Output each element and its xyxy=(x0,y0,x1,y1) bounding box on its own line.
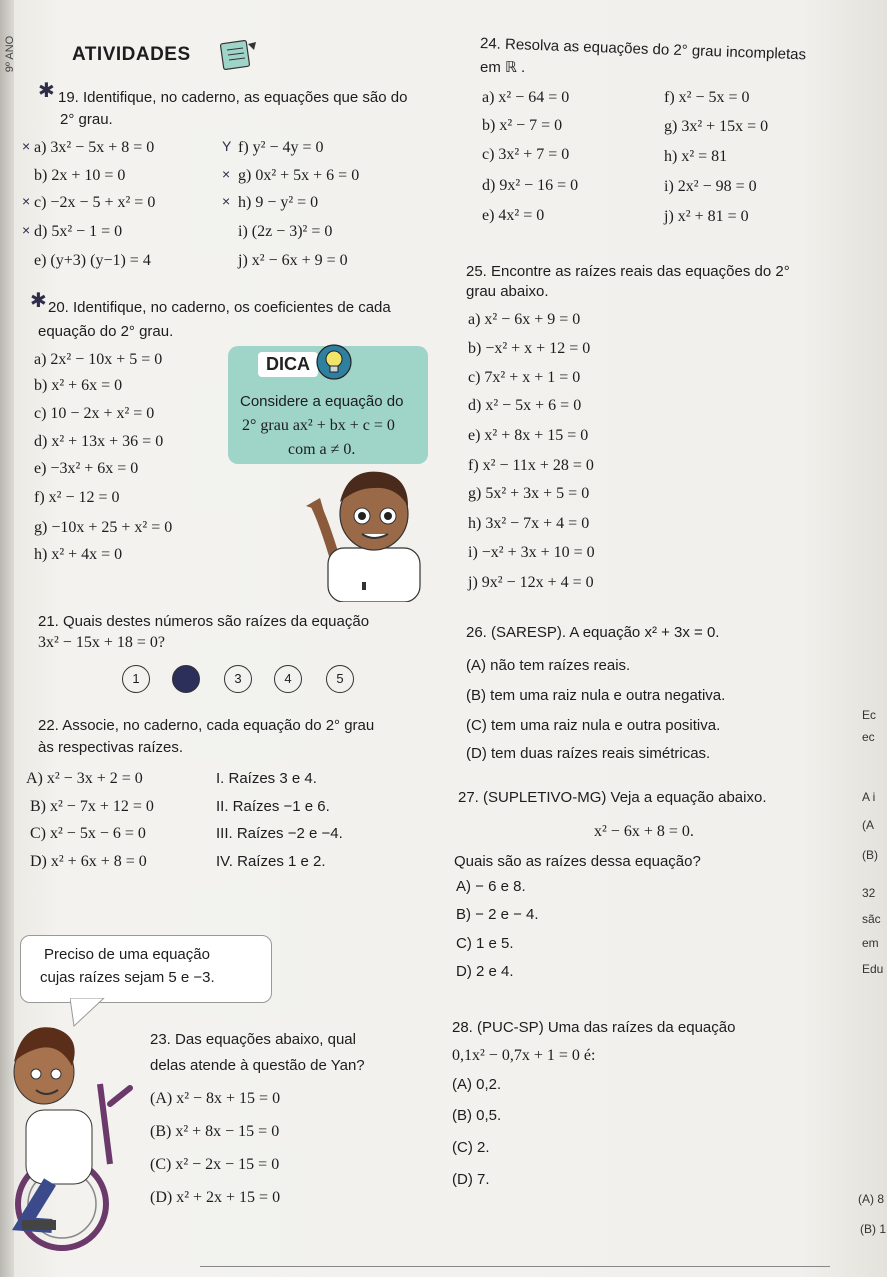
q25-item-c: c) 7x² + x + 1 = 0 xyxy=(468,369,581,386)
q22-left-a: A) x² − 3x + 2 = 0 xyxy=(26,770,143,787)
q24-statement-2: em ℝ . xyxy=(480,59,526,76)
q21-option-1: 1 xyxy=(122,665,150,693)
q19-statement-1: 19. Identifique, no caderno, as equações que são do xyxy=(58,89,408,106)
q19-item-j: j) x² − 6x + 9 = 0 xyxy=(238,252,348,269)
q27-option-a: A) − 6 e 8. xyxy=(456,878,526,895)
q19-item-i: i) (2z − 3)² = 0 xyxy=(238,223,333,240)
q23-option-b: (B) x² + 8x − 15 = 0 xyxy=(150,1123,280,1140)
q25-statement-2: grau abaixo. xyxy=(466,283,549,300)
q22-right-iii: III. Raízes −2 e −4. xyxy=(216,825,343,842)
q24-item-b: b) x² − 7 = 0 xyxy=(482,117,563,134)
handwritten-mark: × xyxy=(22,222,31,238)
q28-option-c: (C) 2. xyxy=(452,1139,490,1156)
edge-fragment: ec xyxy=(862,730,875,744)
edge-fragment: Edu xyxy=(862,962,884,976)
edge-fragment: Ec xyxy=(862,708,877,722)
q19-item-b: b) 2x + 10 = 0 xyxy=(34,167,126,184)
q24-item-j: j) x² + 81 = 0 xyxy=(664,208,749,225)
q27-equation: x² − 6x + 8 = 0. xyxy=(594,823,694,840)
bubble-line-1: Preciso de uma equação xyxy=(44,946,210,963)
q28-option-d: (D) 7. xyxy=(452,1171,490,1188)
q28-option-b: (B) 0,5. xyxy=(452,1107,502,1124)
q25-item-a: a) x² − 6x + 9 = 0 xyxy=(468,311,581,328)
q27-option-d: D) 2 e 4. xyxy=(456,963,514,980)
q25-item-j: j) 9x² − 12x + 4 = 0 xyxy=(468,574,594,591)
q28-statement-2: 0,1x² − 0,7x + 1 = 0 é: xyxy=(452,1047,596,1064)
boy-wheelchair-illustration xyxy=(0,1014,150,1259)
q27-option-b: B) − 2 e − 4. xyxy=(456,906,539,923)
q20-item-c: c) 10 − 2x + x² = 0 xyxy=(34,405,155,422)
q21-option-2-scribbled xyxy=(172,665,200,693)
q25-item-f: f) x² − 11x + 28 = 0 xyxy=(468,457,594,474)
bubble-line-2: cujas raízes sejam 5 e −3. xyxy=(40,969,215,986)
tip-line-2: 2° grau ax² + bx + c = 0 xyxy=(242,417,395,434)
handwritten-mark: × xyxy=(22,138,31,154)
q27-option-c: C) 1 e 5. xyxy=(456,935,514,952)
q20-item-e: e) −3x² + 6x = 0 xyxy=(34,460,139,477)
q19-item-h: h) 9 − y² = 0 xyxy=(238,194,319,211)
q23-statement-2: delas atende à questão de Yan? xyxy=(150,1057,365,1074)
q25-item-b: b) −x² + x + 12 = 0 xyxy=(468,340,591,357)
handwritten-mark: × xyxy=(222,193,231,209)
boy-illustration xyxy=(304,462,434,607)
q23-option-a: (A) x² − 8x + 15 = 0 xyxy=(150,1090,281,1107)
q19-item-a: a) 3x² − 5x + 8 = 0 xyxy=(34,139,155,156)
side-label: 9º ANO xyxy=(4,35,17,73)
handwritten-mark: Y xyxy=(222,138,232,154)
q24-item-f: f) x² − 5x = 0 xyxy=(664,89,750,106)
q22-statement-2: às respectivas raízes. xyxy=(38,739,184,756)
q25-item-i: i) −x² + 3x + 10 = 0 xyxy=(468,544,595,561)
q20-item-d: d) x² + 13x + 36 = 0 xyxy=(34,433,164,450)
section-title: ATIVIDADES xyxy=(72,44,191,65)
footer-divider xyxy=(200,1266,830,1267)
q26-option-b: (B) tem uma raiz nula e outra negativa. xyxy=(466,687,726,704)
q25-item-g: g) 5x² + 3x + 5 = 0 xyxy=(468,485,590,502)
q24-item-a: a) x² − 64 = 0 xyxy=(482,89,570,106)
q20-item-f: f) x² − 12 = 0 xyxy=(34,489,120,506)
star-mark-icon: ✱ xyxy=(30,290,47,312)
q21-statement-2: 3x² − 15x + 18 = 0? xyxy=(38,634,165,651)
q23-option-c: (C) x² − 2x − 15 = 0 xyxy=(150,1156,280,1173)
q20-statement-2: equação do 2° grau. xyxy=(38,323,174,340)
q21-option-3: 3 xyxy=(224,665,252,693)
q21-option-4: 4 xyxy=(274,665,302,693)
q19-item-g: g) 0x² + 5x + 6 = 0 xyxy=(238,167,360,184)
q24-statement-1: 24. Resolva as equações do 2° grau incompletas xyxy=(479,35,807,64)
edge-fragment: A i xyxy=(862,790,876,804)
q22-right-ii: II. Raízes −1 e 6. xyxy=(216,798,330,815)
q25-statement-1: 25. Encontre as raízes reais das equações do 2° xyxy=(466,263,790,280)
q19-item-c: c) −2x − 5 + x² = 0 xyxy=(34,194,156,211)
q20-item-a: a) 2x² − 10x + 5 = 0 xyxy=(34,351,163,368)
q25-item-h: h) 3x² − 7x + 4 = 0 xyxy=(468,515,590,532)
q27-question: Quais são as raízes dessa equação? xyxy=(454,853,701,870)
q21-statement-1: 21. Quais destes números são raízes da equação xyxy=(38,613,370,630)
notebook-icon xyxy=(218,38,258,77)
q27-statement: 27. (SUPLETIVO-MG) Veja a equação abaixo. xyxy=(458,789,767,806)
q20-statement-1: 20. Identifique, no caderno, os coeficientes de cada xyxy=(48,299,391,316)
lightbulb-icon xyxy=(314,342,354,387)
handwritten-mark: × xyxy=(22,193,31,209)
q22-left-d: D) x² + 6x + 8 = 0 xyxy=(30,853,147,870)
q19-item-d: d) 5x² − 1 = 0 xyxy=(34,223,123,240)
edge-fragment: (B) 1 xyxy=(860,1222,887,1236)
q22-right-i: I. Raízes 3 e 4. xyxy=(216,770,317,787)
q20-item-h: h) x² + 4x = 0 xyxy=(34,546,123,563)
q22-left-b: B) x² − 7x + 12 = 0 xyxy=(30,798,154,815)
q19-statement-2: 2° grau. xyxy=(60,111,113,128)
q22-left-c: C) x² − 5x − 6 = 0 xyxy=(30,825,146,842)
q26-option-a: (A) não tem raízes reais. xyxy=(466,657,631,674)
q24-item-h: h) x² = 81 xyxy=(664,148,728,165)
q19-item-f: f) y² − 4y = 0 xyxy=(238,139,324,156)
q24-item-d: d) 9x² − 16 = 0 xyxy=(482,177,579,194)
tip-line-1: Considere a equação do xyxy=(240,393,404,410)
q23-option-d: (D) x² + 2x + 15 = 0 xyxy=(150,1189,281,1206)
q25-item-d: d) x² − 5x + 6 = 0 xyxy=(468,397,582,414)
edge-fragment: (A) 8 xyxy=(858,1192,885,1206)
q24-item-g: g) 3x² + 15x = 0 xyxy=(664,118,769,135)
q26-statement: 26. (SARESP). A equação x² + 3x = 0. xyxy=(466,624,720,641)
q26-option-d: (D) tem duas raízes reais simétricas. xyxy=(466,745,711,762)
tip-title: DICA xyxy=(258,352,318,377)
q25-item-e: e) x² + 8x + 15 = 0 xyxy=(468,427,589,444)
edge-fragment: (A xyxy=(862,818,874,832)
edge-fragment: em xyxy=(862,936,879,950)
q20-item-g: g) −10x + 25 + x² = 0 xyxy=(34,519,173,536)
edge-fragment: sãc xyxy=(862,912,881,926)
q24-item-i: i) 2x² − 98 = 0 xyxy=(664,178,757,195)
q24-item-c: c) 3x² + 7 = 0 xyxy=(482,146,570,163)
q21-option-5: 5 xyxy=(326,665,354,693)
tip-line-3: com a ≠ 0. xyxy=(288,441,356,458)
q24-item-e: e) 4x² = 0 xyxy=(482,207,545,224)
edge-fragment: (B) xyxy=(862,848,878,862)
q28-statement-1: 28. (PUC-SP) Uma das raízes da equação xyxy=(452,1019,736,1036)
q22-statement-1: 22. Associe, no caderno, cada equação do 2° grau xyxy=(38,717,375,734)
q19-item-e: e) (y+3) (y−1) = 4 xyxy=(34,252,151,269)
q23-statement-1: 23. Das equações abaixo, qual xyxy=(150,1031,356,1048)
q26-option-c: (C) tem uma raiz nula e outra positiva. xyxy=(466,717,721,734)
star-mark-icon: ✱ xyxy=(38,80,55,102)
q28-option-a: (A) 0,2. xyxy=(452,1076,502,1093)
q20-item-b: b) x² + 6x = 0 xyxy=(34,377,123,394)
q22-right-iv: IV. Raízes 1 e 2. xyxy=(216,853,326,870)
edge-fragment: 32 xyxy=(862,886,876,900)
handwritten-mark: × xyxy=(222,166,231,182)
